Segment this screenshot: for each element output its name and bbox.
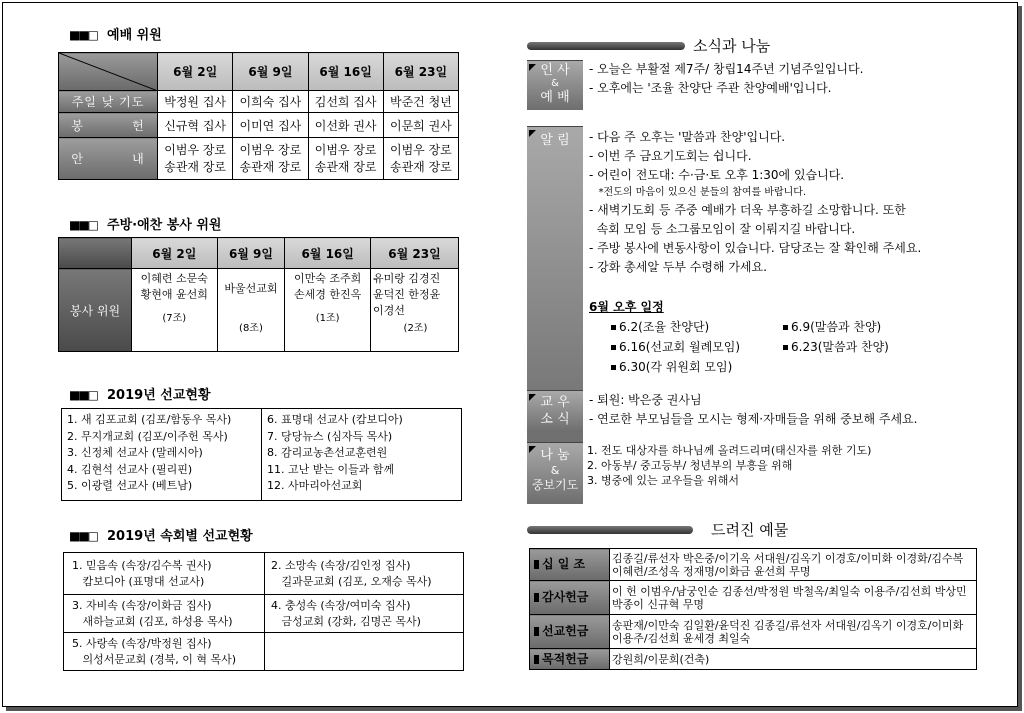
table-row — [59, 113, 459, 138]
kitchen-cell-group: (2조) — [403, 323, 428, 334]
worship-title-text: 예배 위원 — [107, 28, 162, 43]
kitchen-date-header: 6월 9일 — [217, 238, 285, 269]
section-marker-icon: ■■□ — [69, 28, 98, 42]
offering-label — [530, 615, 610, 649]
news-line: 1. 전도 대상자를 하나님께 올려드리며(태신자를 위한 기도) — [587, 444, 872, 457]
kitchen-corner-cell — [59, 238, 132, 269]
member-label-line: 교 우 — [540, 395, 570, 410]
table-row — [530, 581, 977, 615]
bullet-bar-icon — [534, 627, 539, 636]
kitchen-cell-group: (8조) — [239, 323, 263, 334]
kitchen-cell — [370, 269, 458, 352]
diagonal-corner-cell — [59, 53, 158, 91]
bullet-square-icon — [783, 345, 788, 350]
worship-cell: 이문희 권사 — [383, 113, 458, 138]
schedule-item — [611, 318, 709, 337]
greeting-label — [527, 60, 583, 110]
missions-right-column — [263, 409, 461, 500]
news-line: - 퇴원: 박은중 권사님 — [589, 393, 702, 407]
prayer-label — [527, 442, 583, 504]
table-row — [530, 615, 977, 649]
missions-title-text: 2019년 선교현황 — [107, 388, 211, 403]
list-item: 12. 사마리아선교회 — [267, 479, 363, 492]
member-label-line: 소 식 — [540, 412, 570, 427]
worship-cell: 박정원 집사 — [158, 91, 233, 113]
missions-left-column — [62, 409, 262, 500]
group-mission: 의성서문교회 (경북, 이 혁 목사) — [72, 652, 237, 666]
group-mission: 새하늘교회 (김포, 하성용 목사) — [72, 614, 233, 628]
kitchen-table — [58, 237, 459, 352]
offering-names: 송판재/이만숙 김일환/윤덕진 김종길/류선자 서대원/김옥기 이경호/이미화 이용주/김선희 윤세경 최일숙 — [610, 615, 977, 649]
group-leader: 5. 사랑속 (속장/박정원 집사) — [72, 636, 212, 650]
table-row — [64, 553, 464, 595]
news-line: 3. 병중에 있는 교우들을 위해서 — [587, 474, 739, 487]
table-row — [59, 91, 459, 113]
groups-section-title — [69, 525, 253, 544]
news-line: - 다음 주 오후는 '말씀과 찬양'입니다. — [589, 130, 786, 144]
schedule-item-text: 6.30(각 위원회 모임) — [619, 360, 733, 374]
group-cell — [64, 633, 265, 671]
bullet-bar-icon — [534, 655, 539, 664]
table-row — [64, 633, 464, 671]
kitchen-date-header: 6월 2일 — [132, 238, 218, 269]
title-bar-decoration — [527, 42, 685, 50]
schedule-item — [611, 338, 740, 357]
worship-date-header: 6월 2일 — [158, 53, 233, 91]
kitchen-section-title — [69, 214, 221, 233]
kitchen-date-header: 6월 16일 — [285, 238, 371, 269]
group-cell — [265, 595, 464, 633]
worship-section-title — [69, 24, 162, 43]
missions-box — [61, 408, 462, 501]
list-item: 2. 무지개교회 (김포/이주헌 목사) — [67, 429, 228, 443]
member-news-label — [527, 390, 583, 432]
bulletin-page — [2, 2, 1018, 707]
list-item: 5. 이광렬 선교사 (베트남) — [67, 479, 193, 492]
notice-lines — [589, 128, 921, 277]
list-item: 4. 김현석 선교사 (필리핀) — [67, 462, 193, 476]
worship-date-header: 6월 16일 — [308, 53, 383, 91]
prayer-lines — [587, 443, 871, 488]
group-leader: 4. 충성속 (속장/여미숙 집사) — [271, 598, 411, 612]
greeting-label-line: & — [551, 78, 559, 89]
prayer-label-line: 나 눔 — [540, 448, 570, 463]
offerings-table — [529, 548, 977, 670]
worship-row-label: 안 내 — [59, 138, 158, 180]
missions-section-title — [69, 384, 211, 403]
offering-label-text: 선교헌금 — [542, 624, 589, 638]
greeting-label-line: 인 사 — [540, 63, 570, 78]
group-cell — [64, 553, 265, 595]
kitchen-cell — [285, 269, 371, 352]
prayer-label-line: 중보기도 — [531, 478, 579, 492]
worship-cell: 박준건 청년 — [383, 91, 458, 113]
schedule-item — [783, 338, 889, 357]
schedule-item — [783, 318, 881, 337]
offering-label-text: 감사헌금 — [542, 590, 589, 604]
list-item: 6. 표명대 선교사 (캄보디아) — [267, 413, 403, 426]
worship-cell: 이범우 장로 송관재 장로 — [158, 138, 233, 180]
worship-table — [58, 52, 459, 180]
group-mission: 길과문교회 (김포, 오재승 목사) — [271, 574, 432, 588]
offering-label-text: 십 일 조 — [542, 557, 586, 571]
triangle-marker-icon — [529, 64, 536, 71]
worship-cell: 신규혁 집사 — [158, 113, 233, 138]
news-title-text: 소식과 나눔 — [693, 37, 771, 55]
list-item: 3. 신정체 선교사 (말레시아) — [67, 446, 203, 459]
news-line: - 이번 주 금요기도회는 쉽니다. — [589, 149, 752, 163]
news-line: *전도의 마음이 있으신 분들의 참여를 바랍니다. — [589, 187, 807, 198]
bullet-square-icon — [611, 365, 616, 370]
bullet-square-icon — [611, 325, 616, 330]
news-line: - 주방 봉사에 변동사항이 있습니다. 담당조는 잘 확인해 주세요. — [589, 241, 922, 255]
offerings-title-text: 드려진 예물 — [711, 521, 789, 539]
section-marker-icon: ■■□ — [69, 388, 98, 402]
kitchen-cell — [132, 269, 218, 352]
offering-label — [530, 549, 610, 581]
offering-label-text: 목적헌금 — [542, 651, 589, 666]
groups-table — [63, 552, 464, 671]
groups-title-text: 2019년 속회별 선교현황 — [107, 529, 253, 544]
news-line: - 연로한 부모님들을 모시는 형제·자매들을 위해 중보해 주세요. — [589, 412, 918, 426]
group-cell — [64, 595, 265, 633]
kitchen-cell-names: 유미랑 김경진 윤덕진 한정윤 이경선 — [372, 272, 441, 317]
worship-cell: 김선희 집사 — [308, 91, 383, 113]
greeting-lines — [589, 60, 863, 98]
title-bar-decoration — [527, 526, 693, 534]
offering-label — [530, 581, 610, 615]
kitchen-cell — [217, 269, 285, 352]
news-line: 속회 모임 등 소그룹모임이 잘 이뤄지길 바랍니다. — [589, 222, 856, 236]
worship-date-header: 6월 23일 — [383, 53, 458, 91]
news-line: - 오후에는 '조율 찬양단 주관 찬양예배'입니다. — [589, 81, 832, 95]
worship-row-label: 봉 헌 — [59, 113, 158, 138]
kitchen-cell-group: (1조) — [315, 313, 340, 324]
news-line: - 오늘은 부활절 제7주/ 창립14주년 기념주일입니다. — [589, 62, 864, 76]
offerings-section-title — [527, 519, 788, 540]
offering-names: 이 헌 이범우/남궁인순 김종선/박정원 박철옥/최일숙 이용주/김선희 박상민 박종이 신규혁 무명 — [610, 581, 977, 615]
schedule-item-text: 6.16(선교회 월례모임) — [619, 340, 741, 354]
notice-label-text: 알 림 — [540, 133, 570, 148]
group-mission: 캄보디아 (표명대 선교사) — [72, 574, 205, 588]
schedule-item-text: 6.23(말씀과 찬양) — [791, 340, 889, 354]
table-row — [59, 138, 459, 180]
triangle-marker-icon — [529, 446, 536, 453]
prayer-label-line: & — [550, 464, 560, 477]
member-lines — [589, 391, 917, 429]
list-item: 1. 새 김포교회 (김포/함동우 목사) — [67, 413, 232, 426]
bullet-bar-icon — [534, 593, 539, 602]
list-item: 11. 고난 받는 이들과 함께 — [267, 462, 395, 476]
triangle-marker-icon — [529, 394, 536, 401]
kitchen-date-header: 6월 23일 — [370, 238, 458, 269]
table-row — [64, 595, 464, 633]
news-line: - 새벽기도회 등 주중 예배가 더욱 부흥하길 소망합니다. 또한 — [589, 203, 906, 217]
group-empty-cell — [265, 633, 464, 671]
kitchen-cell-names: 바울선교회 — [224, 282, 278, 295]
worship-cell: 이선화 권사 — [308, 113, 383, 138]
group-leader: 1. 믿음속 (속장/김수복 권사) — [72, 558, 212, 572]
table-row — [59, 269, 459, 352]
offering-names: 김종길/류선자 박은중/이기옥 서대원/김옥기 이경호/이미화 이경화/김수복 이혜련/조성옥 정재명/이화금 윤선희 무명 — [610, 549, 977, 581]
news-section — [527, 60, 989, 506]
kitchen-cell-names: 이만숙 조주희 손세경 한진옥 — [294, 272, 362, 301]
kitchen-title-text: 주방·애찬 봉사 위원 — [107, 218, 222, 233]
table-row — [530, 649, 977, 670]
section-marker-icon: ■■□ — [69, 218, 98, 232]
worship-cell: 이범우 장로 송관재 장로 — [233, 138, 308, 180]
offering-names: 강원희/이문희(건축) — [610, 649, 977, 670]
schedule-item-text: 6.2(조율 찬양단) — [619, 320, 710, 334]
kitchen-row-label: 봉사 위원 — [59, 269, 132, 352]
group-leader: 2. 소망속 (속장/김인정 집사) — [271, 558, 411, 572]
news-line: 2. 아동부/ 중고등부/ 청년부의 부흥을 위해 — [587, 459, 793, 472]
bullet-bar-icon — [534, 560, 539, 569]
offering-label — [530, 649, 610, 670]
worship-cell: 이범우 장로 송관재 장로 — [383, 138, 458, 180]
news-line: - 강화 총세알 두부 수령해 가세요. — [589, 260, 767, 274]
kitchen-cell-group: (7조) — [162, 313, 187, 324]
bullet-square-icon — [783, 325, 788, 330]
group-leader: 3. 자비속 (속장/이화금 집사) — [72, 598, 212, 612]
table-row — [530, 549, 977, 581]
kitchen-cell-names: 이혜련 소문숙 황현애 윤선희 — [140, 272, 208, 301]
list-item: 8. 감리교농촌선교훈련원 — [267, 446, 388, 459]
group-cell — [265, 553, 464, 595]
news-line: - 어린이 전도대: 수·금·토 오후 1:30에 있습니다. — [589, 168, 845, 182]
schedule-item-text: 6.9(말씀과 찬양) — [791, 320, 882, 334]
schedule-item — [611, 358, 732, 377]
greeting-label-line: 예 배 — [540, 90, 570, 105]
worship-cell: 이범우 장로 송관재 장로 — [308, 138, 383, 180]
worship-date-header: 6월 9일 — [233, 53, 308, 91]
diagonal-line-icon — [59, 53, 158, 91]
worship-cell: 이희숙 집사 — [233, 91, 308, 113]
news-section-title — [527, 35, 770, 56]
schedule-title: 6월 오후 일정 — [589, 300, 664, 314]
triangle-marker-icon — [529, 130, 536, 137]
bullet-square-icon — [611, 345, 616, 350]
worship-row-label: 주일 낮 기도 — [59, 91, 158, 113]
list-item: 7. 당당뉴스 (심자득 목사) — [267, 429, 393, 443]
group-mission: 금성교회 (강화, 김명곤 목사) — [271, 614, 421, 628]
section-marker-icon: ■■□ — [69, 529, 98, 543]
worship-cell: 이미연 집사 — [233, 113, 308, 138]
